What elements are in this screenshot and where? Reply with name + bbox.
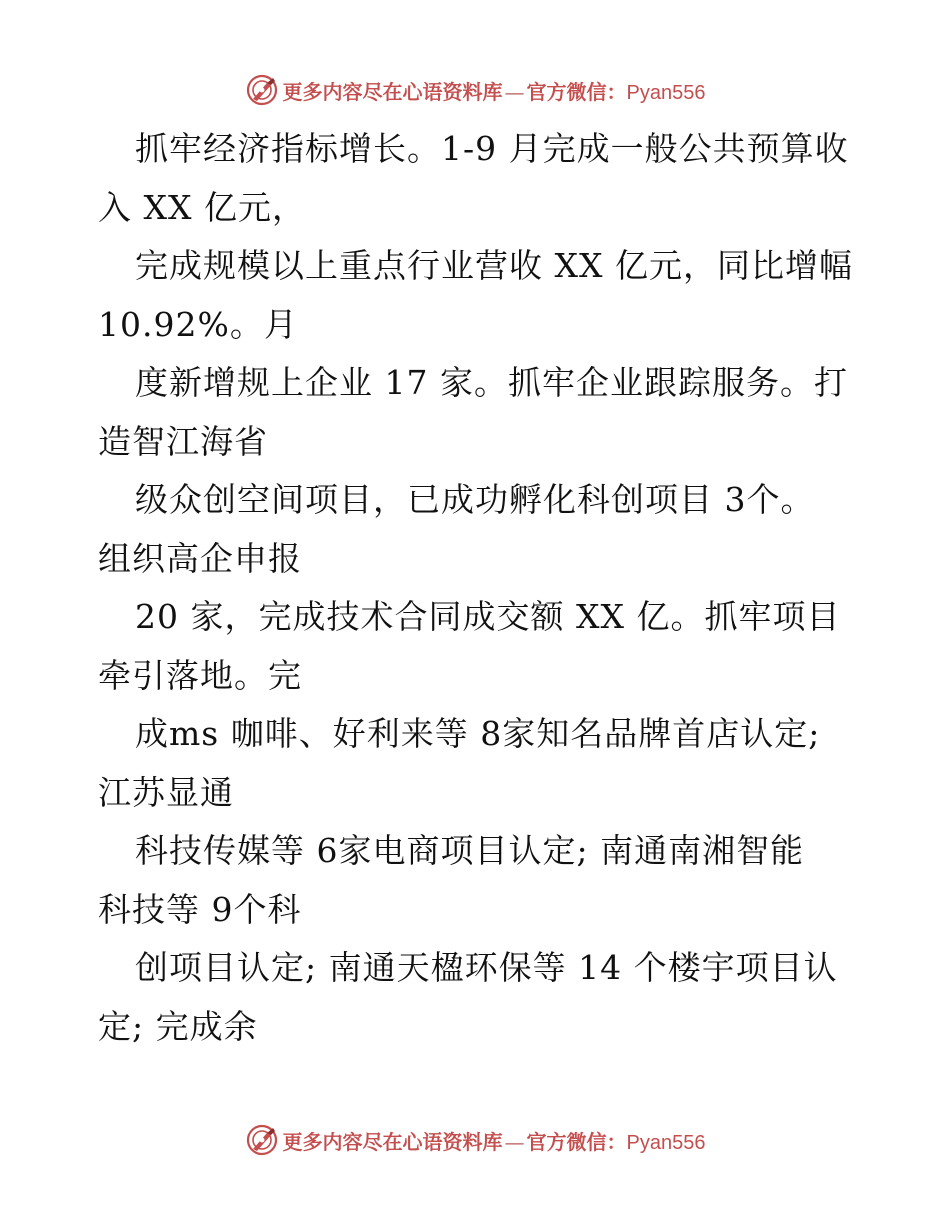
text-line: 江苏显通 xyxy=(98,772,234,812)
text-line: 抓牢经济指标增长。1-9 月完成一般公共预算收 xyxy=(135,129,849,168)
document-body xyxy=(98,120,858,1056)
text-line: 科技传媒等 6家电商项目认定; 南通南湘智能 xyxy=(135,831,805,870)
text-line: 10.92%。月 xyxy=(98,304,298,344)
text-line: 定; 完成余 xyxy=(98,1006,258,1046)
wechat-id: Pyan556 xyxy=(626,1131,706,1154)
header-text: 更多内容尽在心语资料库 — 官方微信：Pyan556 xyxy=(282,79,706,104)
header-banner xyxy=(0,70,950,110)
footer-text: 更多内容尽在心语资料库 — 官方微信：Pyan556 xyxy=(282,1129,706,1154)
text-line: 完成规模以上重点行业营收 XX 亿元，同比增幅 xyxy=(135,246,853,285)
text-line: 入 XX 亿元， xyxy=(98,187,306,227)
text-line: 度新增规上企业 17 家。抓牢企业跟踪服务。打 xyxy=(135,363,848,402)
footer-banner xyxy=(0,1120,950,1160)
brand-logo-icon xyxy=(245,73,279,107)
text-line: 造智江海省 xyxy=(98,421,268,461)
brand-logo-icon xyxy=(245,1123,279,1157)
text-line: 20 家，完成技术合同成交额 XX 亿。抓牢项目 xyxy=(135,597,841,636)
text-line: 成ms 咖啡、好利来等 8家知名品牌首店认定; xyxy=(135,714,821,753)
text-line: 牵引落地。完 xyxy=(98,655,302,695)
wechat-id: Pyan556 xyxy=(626,81,706,104)
text-line: 科技等 9个科 xyxy=(98,889,302,929)
text-line: 级众创空间项目，已成功孵化科创项目 3个。 xyxy=(135,480,815,519)
text-line: 创项目认定; 南通天楹环保等 14 个楼宇项目认 xyxy=(135,948,838,987)
text-line: 组织高企申报 xyxy=(98,538,302,578)
